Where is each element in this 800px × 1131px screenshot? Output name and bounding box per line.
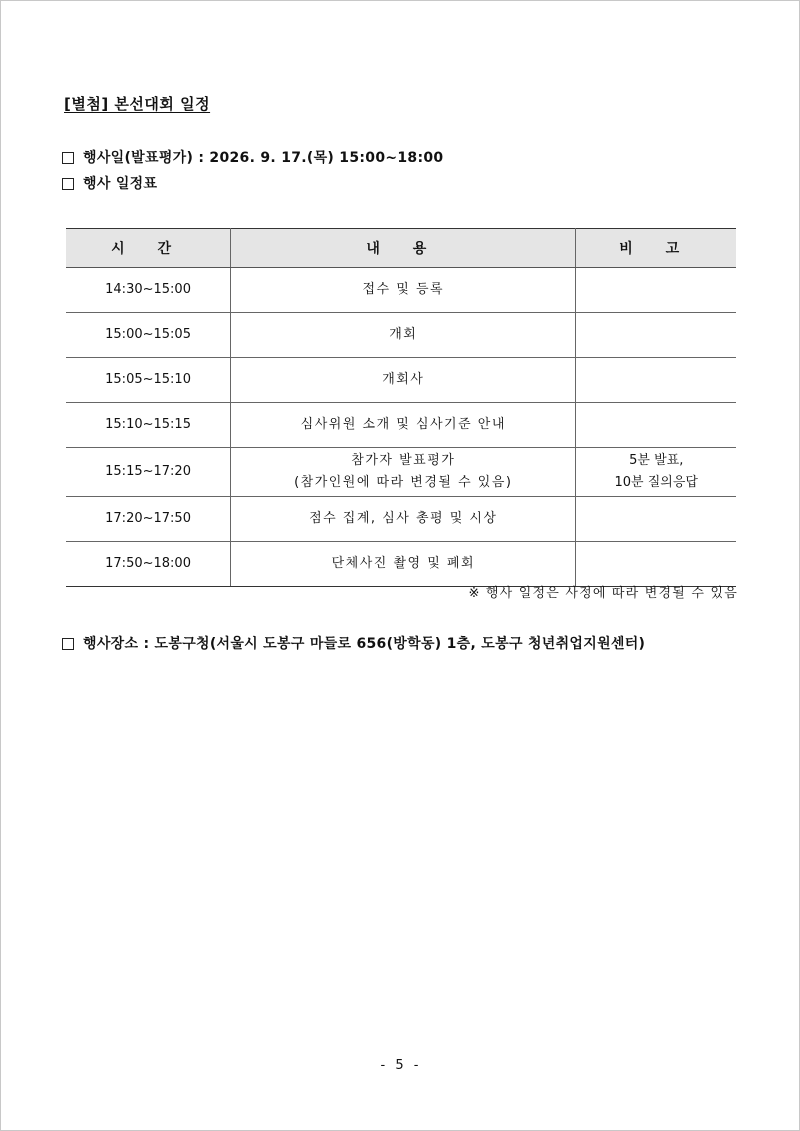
table-row [66,358,736,403]
cell-remarks-line: 10분 질의응답 [614,475,698,490]
cell-remarks [576,497,736,542]
table-row [66,448,736,497]
cell-content-line: 심사위원 소개 및 심사기준 안내 [300,417,506,432]
cell-content [231,358,576,403]
event-date-text: 행사일(발표평가) : 2026. 9. 17.(목) 15:00~18:00 [83,150,444,166]
cell-remarks [576,268,736,313]
cell-time: 15:05~15:10 [66,358,231,403]
table-row [66,497,736,542]
schedule-heading-text: 행사 일정표 [83,176,158,192]
schedule-heading-line [62,173,157,193]
cell-content-line: 접수 및 등록 [362,282,445,297]
cell-time: 14:30~15:00 [66,268,231,313]
schedule-table-body [66,268,736,587]
table-row [66,403,736,448]
cell-content-line: (참가인원에 따라 변경될 수 있음) [294,475,513,490]
table-header-row [66,229,736,268]
cell-content [231,268,576,313]
cell-time: 15:10~15:15 [66,403,231,448]
cell-content-line: 개회 [389,327,418,342]
header-remarks: 비 고 [576,229,736,268]
page-number: - 5 - [380,1058,422,1073]
cell-content-line: 점수 집계, 심사 총평 및 시상 [309,511,498,526]
cell-time: 15:15~17:20 [66,448,231,497]
cell-content-line: 참가자 발표평가 [351,453,456,468]
header-time: 시 간 [66,229,231,268]
schedule-table [66,228,736,587]
cell-content [231,313,576,358]
table-row [66,313,736,358]
venue-line [62,633,645,653]
cell-remarks [576,448,736,497]
header-content: 내 용 [231,229,576,268]
checkbox-icon [62,638,74,650]
cell-content [231,497,576,542]
cell-remarks [576,542,736,587]
cell-content [231,448,576,497]
cell-remarks-line: 5분 발표, [629,453,684,468]
table-row [66,542,736,587]
cell-remarks [576,313,736,358]
table-row [66,268,736,313]
cell-content-line: 개회사 [382,372,425,387]
checkbox-icon [62,152,74,164]
venue-text: 행사장소 : 도봉구청(서울시 도봉구 마들로 656(방학동) 1층, 도봉구 청년취업지원센터) [83,636,646,652]
cell-time: 17:20~17:50 [66,497,231,542]
event-date-line [62,147,443,167]
cell-time: 15:00~15:05 [66,313,231,358]
checkbox-icon [62,178,74,190]
cell-content [231,542,576,587]
cell-time: 17:50~18:00 [66,542,231,587]
schedule-note: ※ 행사 일정은 사정에 따라 변경될 수 있음 [468,586,738,601]
cell-remarks [576,403,736,448]
cell-content [231,403,576,448]
cell-remarks [576,358,736,403]
attachment-title: [별첨] 본선대회 일정 [64,95,211,113]
cell-content-line: 단체사진 촬영 및 폐회 [331,556,475,571]
